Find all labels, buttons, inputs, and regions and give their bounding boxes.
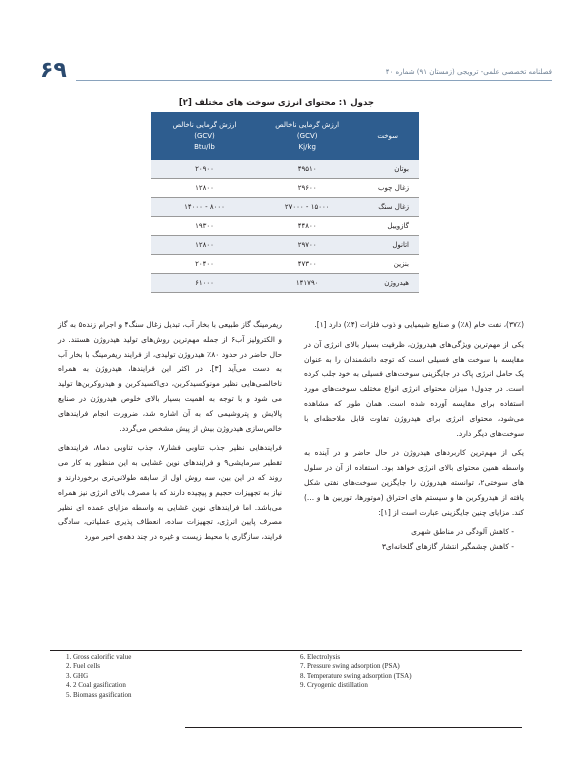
header-gcv-btu — [151, 112, 258, 160]
footnote: 3. GHG — [66, 671, 89, 680]
table-title: جدول ۱: محتوای انرژی سوخت های مختلف [۲] — [178, 98, 374, 108]
page-header — [28, 56, 552, 86]
header-fuel-label: سوخت — [377, 131, 399, 140]
footnotes-left — [66, 653, 132, 700]
table-row — [151, 236, 419, 255]
fuel-cell: زغال چوب — [356, 179, 419, 198]
header-rule — [76, 80, 552, 81]
fuel-cell: گازوییل — [356, 217, 419, 236]
journal-running-title: فصلنامه تخصصی علمی- ترویجی (زمستان ۹۱) شماره ۴۰ — [385, 68, 552, 76]
header-kj-unit: Kj/kg — [298, 142, 316, 151]
kj-value-cell: ۲۹۶۰۰ — [258, 179, 356, 198]
btu-value-cell: ۲۰۴۰۰ — [151, 255, 258, 274]
footnote-divider — [50, 650, 522, 651]
kj-value-cell: ۴۹۵۱۰ — [258, 160, 356, 179]
bottom-divider — [185, 727, 522, 728]
footnote: 6. Electrolysis — [300, 653, 341, 661]
list-item: - کاهش چشمگیر انتشار گازهای گلخانه‌ای۳ — [304, 540, 514, 555]
kj-value-cell: ۴۴۸۰۰ — [258, 217, 356, 236]
paragraph: (۳۷٪)، نفت خام (۸٪) و صنایع شیمیایی و ذوب فلزات (۴٪) دارد [۱]. — [314, 320, 524, 329]
kj-value-cell: ۴۷۳۰۰ — [258, 255, 356, 274]
paragraph: ریفرمینگ گاز طبیعی با بخار آب، تبدیل زغال سنگ۴ و اجرام زنده۵ به گاز و الکترولیز آب۶ از جمله مهم‌ترین روش‌های تولید هیدروژن هستند. در حال حاضر در حدود ۸۰٪ هیدروژن تولیدی، از فرایند ریفرمینگ با بخار آب به دست می‌آید [۳]. در اکثر این فرایندها، هیدروژن به همراه ناخالصی‌هایی نظیر مونوکسیدکربن، دی‌اکسیدکربن و هیدروکربن‌ها تولید می شود و با توجه به اهمیت بسیار بالای خلوص هیدروژن در صنایع پالایش و پتروشیمی که به آن اشاره شد، ضرورت انجام فرایندهای خالص‌سازی هیدروژن بیش از پیش مشخص می‌گردد. — [58, 320, 283, 433]
page-number: ۶۹ — [40, 58, 67, 83]
header-kj-abbr: (GCV) — [296, 131, 318, 140]
footnote: 5. Biomass gasification — [66, 690, 132, 699]
benefits-list — [304, 525, 524, 555]
fuel-cell: هیدروژن — [356, 274, 419, 293]
btu-value-cell: ۶۱۰۰۰ — [151, 274, 258, 293]
btu-value-cell: ۱۹۳۰۰ — [151, 217, 258, 236]
fuel-cell: زغال سنگ — [356, 198, 419, 217]
btu-value-cell: ۱۲۸۰۰ — [151, 179, 258, 198]
kj-value-cell: ۲۹۷۰۰ — [258, 236, 356, 255]
header-btu-unit: Btu/lb — [194, 142, 215, 151]
btu-value-cell: ۲۰۹۰۰ — [151, 160, 258, 179]
header-kj-title: ارزش گرمایی ناخالص — [275, 120, 340, 129]
paragraph: فرایندهایی نظیر جذب تناوبی فشار۷، جذب تناوبی دما۸، فرایندهای تقطیر سرمایشی۹ و فرایندهای نوین غشایی به این منظور به کار می روند که در این بین، سه روش اول از سابقه طولانی‌تری برخوردارند و نیاز به تجهیزات حجیم و پیچیده دارند که با مصرف بالای انرژی نیز همراه می‌باشد. اما فرایندهای نوین غشایی به واسطه مزایای عمده ای نظیر مصرف پایین انرژی، تجهیزات ساده، انعطاف پذیری عملیاتی، سادگی فرایند، سازگاری با محیط زیست و غیره در چند دهه‌ی اخیر مورد — [58, 443, 283, 542]
table-row — [151, 274, 419, 293]
left-text-column — [58, 318, 282, 550]
header-btu-abbr: (GCV) — [194, 131, 215, 140]
footnote: 2. Fuel cells — [66, 662, 101, 671]
header-btu-title: ارزش گرمایی ناخالص — [172, 120, 237, 129]
footnote: 4. 2 Coal gasification — [66, 681, 126, 690]
energy-content-table — [151, 112, 419, 293]
footnote: 7. Pressure swing adsorption (PSA) — [300, 662, 400, 671]
paragraph: یکی از مهم‌ترین کاربردهای هیدروژن در حال حاضر و در آینده به واسطه همین محتوای بالای انرژی خواهد بود. استفاده از آن در سلول های سوختی۲، توانسته هیدروژن را جایگزین سوخت‌های نفتی شکل یافته از هیدروکربن ها و سیستم های احتراق (موتورها، توربین ها و ...) کند. مزایای چنین جایگزینی عبارت است از [۱]: — [304, 448, 524, 517]
table-row — [151, 255, 419, 274]
footnote: 1. Gross calorific value — [66, 653, 132, 661]
header-fuel — [356, 112, 419, 160]
paragraph: یکی از مهم‌ترین ویژگی‌های هیدروژن، ظرفیت بسیار بالای انرژی آن در مقایسه با سوخت های فسیلی است که توجه دانشمندان را به عنوان یک حامل انرژی پاک در جایگزینی سوخت‌های فسیلی به خود جلب کرده است. در جدول۱ میزان محتوای انرژی انواع مختلف سوخت‌های مورد استفاده برای مقایسه آورده شده است. همان طور که مشاهده می‌شود، محتوای انرژی برای هیدروژن تفاوت قابل ملاحظه‌ای با سوخت‌های دیگر دارد. — [304, 339, 525, 438]
footnote: 9. Cryogenic distillation — [300, 681, 368, 690]
kj-value-cell: ۱۴۱۷۹۰ — [258, 274, 356, 293]
list-item: - کاهش آلودگی در مناطق شهری — [304, 525, 514, 540]
header-gcv-kj — [258, 112, 356, 160]
footnotes-right — [300, 653, 412, 691]
table-row — [151, 179, 419, 198]
fuel-cell: بوتان — [356, 160, 419, 179]
table-row — [151, 198, 419, 217]
btu-value-cell: ۱۲۸۰۰ — [151, 236, 258, 255]
footnote: 8. Temperature swing adsorption (TSA) — [300, 671, 412, 680]
table-row — [151, 160, 419, 179]
kj-value-cell: ۱۵۰۰۰ - ۲۷۰۰۰ — [258, 198, 356, 217]
btu-value-cell: ۸۰۰۰ - ۱۴۰۰۰ — [151, 198, 258, 217]
table-row — [151, 217, 419, 236]
fuel-cell: بنزین — [356, 255, 419, 274]
right-text-column — [304, 318, 524, 555]
fuel-cell: اتانول — [356, 236, 419, 255]
